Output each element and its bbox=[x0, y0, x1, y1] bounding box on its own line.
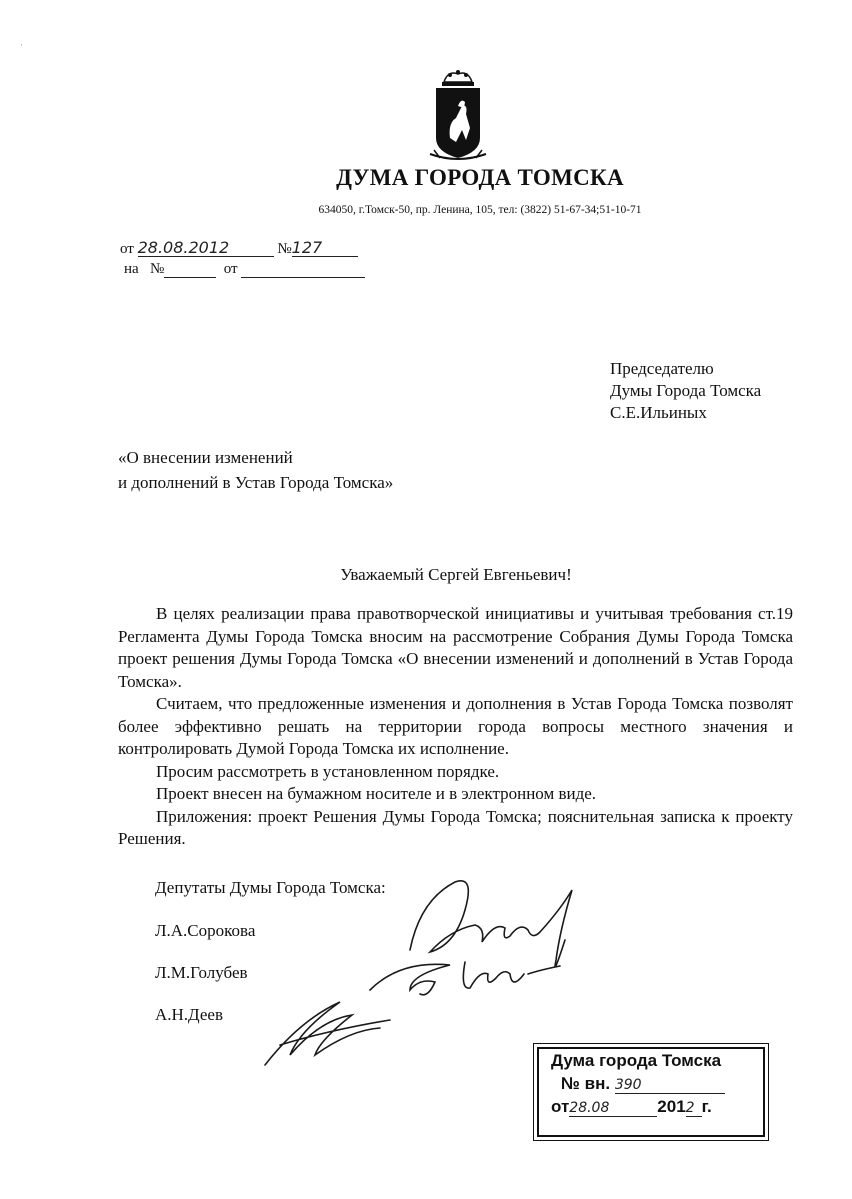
reply-number-sign: № bbox=[149, 261, 165, 277]
subject-block bbox=[118, 445, 393, 495]
addressee-line: Председателю bbox=[610, 359, 714, 378]
handwritten-date: 28.08.2012 bbox=[138, 240, 274, 257]
organization-address: 634050, г.Томск-50, пр. Ленина, 105, тел: (3822) 51-67-34;51-10-71 bbox=[318, 204, 642, 216]
organization-title: ДУМА ГОРОДА ТОМСКА bbox=[336, 165, 624, 190]
reply-date-blank bbox=[241, 261, 365, 278]
stamp-number-label: № вн. bbox=[561, 1074, 611, 1093]
stamp-date-label: от bbox=[551, 1097, 570, 1116]
stamp-number-value: 390 bbox=[615, 1077, 725, 1094]
signature-deev bbox=[265, 1002, 390, 1065]
handwritten-signatures bbox=[260, 870, 590, 1075]
number-sign: № bbox=[277, 241, 292, 257]
signatory-name: Л.М.Голубев bbox=[155, 963, 248, 982]
addressee-line: Думы Города Томска bbox=[610, 381, 762, 400]
coat-of-arms-icon bbox=[428, 68, 488, 164]
reply-prefix: на bbox=[124, 261, 139, 277]
greeting: Уважаемый Сергей Евгеньевич! bbox=[340, 565, 572, 584]
body-paragraph: Считаем, что предложенные изменения и дополнения в Устав Города Томска позволят более эффективно решать на территории города вопросы местного значения и контролировать Думой Города Томска их исполнение. bbox=[118, 694, 793, 758]
body-paragraph: Просим рассмотреть в установленном порядке. bbox=[156, 761, 500, 781]
stamp-year-digit: 2 bbox=[686, 1100, 702, 1117]
signature-sorokova bbox=[410, 881, 572, 967]
outgoing-reference bbox=[120, 240, 358, 258]
stamp-year-suffix: г. bbox=[701, 1097, 712, 1116]
reply-from: от bbox=[223, 261, 238, 277]
subject-line: «О внесении изменений bbox=[118, 448, 293, 467]
stamp-year-prefix: 201 bbox=[657, 1097, 686, 1116]
scan-mark: · bbox=[20, 40, 23, 50]
addressee-line: С.Е.Ильиных bbox=[610, 403, 707, 422]
body-paragraph: В целях реализации права правотворческой инициативы и учитывая требования ст.19 Регламента Думы Города Томска вносим на рассмотрение Собрания Думы Города Томска проект решения Думы Города Томска «О внесении изменений и дополнений в Устав Города Томска». bbox=[118, 604, 793, 691]
stamp-date-row bbox=[551, 1095, 763, 1118]
stamp-number-row bbox=[561, 1072, 763, 1095]
signatories-heading: Депутаты Думы Города Томска: bbox=[155, 878, 386, 897]
body-paragraph: Приложения: проект Решения Думы Города Томска; пояснительная записка к проекту Решения. bbox=[118, 806, 793, 848]
signatory-name: Л.А.Сорокова bbox=[155, 921, 256, 940]
reply-number-blank bbox=[164, 261, 216, 278]
from-prefix: от bbox=[120, 241, 134, 257]
letter-body bbox=[118, 603, 793, 851]
stamp-date-value: 28.08 bbox=[569, 1100, 657, 1117]
handwritten-number: 127 bbox=[292, 240, 358, 257]
signature-golubev bbox=[370, 962, 560, 995]
incoming-reference bbox=[124, 261, 365, 278]
addressee-block bbox=[610, 358, 761, 424]
signatory-name: А.Н.Деев bbox=[155, 1005, 223, 1024]
body-paragraph: Проект внесен на бумажном носителе и в электронном виде. bbox=[156, 784, 597, 803]
subject-line: и дополнений в Устав Города Томска» bbox=[118, 473, 394, 492]
registration-stamp bbox=[537, 1047, 765, 1137]
stamp-title: Дума города Томска bbox=[551, 1051, 722, 1070]
